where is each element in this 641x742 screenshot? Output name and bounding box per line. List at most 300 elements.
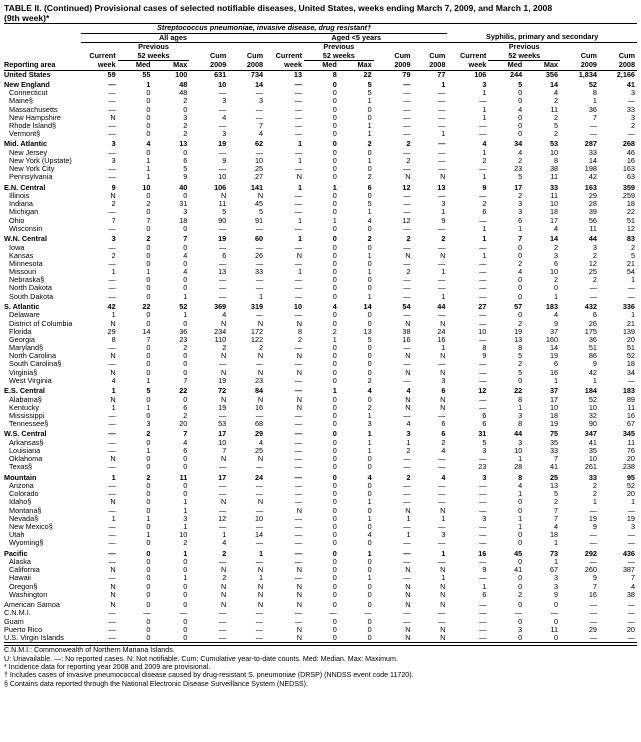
value-cell: 25 [549, 472, 559, 482]
value-cell: N [110, 599, 116, 609]
value-cell: 4 [482, 139, 487, 149]
value-cell: 0 [146, 368, 151, 377]
value-cell: 10 [549, 148, 559, 157]
table-row [4, 558, 637, 566]
value-cell: 2 [146, 234, 151, 243]
reporting-area-cell: New Mexico§ [9, 522, 53, 531]
value-cell: N [220, 395, 227, 404]
value-cell: 63 [626, 173, 635, 182]
value-cell: 3 [518, 625, 523, 634]
value-cell: 5 [554, 490, 559, 499]
reporting-area-cell: Louisiana [9, 446, 41, 455]
value-cell: 0 [332, 200, 337, 209]
value-cell: 1,834 [578, 70, 597, 79]
value-cell: 8 [332, 70, 337, 79]
value-cell: 17 [218, 429, 227, 439]
value-cell: 1 [482, 251, 487, 260]
value-cell: 9 [592, 574, 597, 583]
value-cell: 2 [554, 130, 559, 139]
value-cell: 0 [367, 113, 372, 122]
value-cell: 2 [406, 446, 411, 455]
table-row [4, 396, 637, 404]
value-cell: — [403, 200, 411, 209]
value-cell: 17 [549, 395, 559, 404]
reporting-area-cell: New Jersey [9, 148, 48, 157]
value-cell: 5 [367, 79, 372, 89]
value-cell: 14 [142, 327, 151, 336]
value-cell: 8 [518, 420, 523, 429]
value-cell: 1 [482, 148, 487, 157]
value-cell: N [220, 599, 227, 609]
value-cell: — [403, 311, 411, 320]
value-cell: 0 [146, 224, 151, 233]
value-cell: — [108, 292, 116, 301]
value-cell: 9 [111, 182, 116, 192]
value-cell: 0 [146, 259, 151, 268]
value-cell: 0 [146, 463, 151, 472]
value-cell: — [294, 97, 303, 106]
value-cell: 1 [111, 268, 116, 277]
value-cell: 1 [441, 514, 446, 523]
value-cell: 0 [146, 208, 151, 217]
value-cell: 1 [259, 548, 264, 558]
value-cell: — [438, 455, 446, 464]
value-cell: N [440, 403, 446, 412]
table-row [4, 276, 637, 284]
syphilis-header: Syphilis, primary and secondary [447, 33, 637, 43]
value-cell: — [364, 609, 372, 618]
value-cell: 1 [183, 311, 188, 320]
value-cell: 2 [406, 234, 411, 243]
value-cell: N [257, 455, 264, 464]
reporting-area-cell: Mountain [4, 472, 37, 482]
value-cell: 16 [402, 335, 411, 344]
value-cell: 1 [592, 498, 597, 507]
value-cell: 1 [482, 105, 487, 114]
value-cell: 0 [332, 455, 337, 464]
value-cell: — [403, 455, 411, 464]
value-cell: 3 [183, 208, 188, 217]
table-row [4, 130, 637, 138]
value-cell: 0 [146, 566, 151, 575]
value-cell: — [479, 97, 487, 106]
value-cell: 106 [474, 70, 487, 79]
value-cell: — [294, 113, 303, 122]
current-label-3: Current [460, 51, 487, 60]
value-cell: — [294, 200, 303, 209]
value-cell: 19 [549, 420, 559, 429]
value-cell: 0 [146, 276, 151, 285]
value-cell: 3 [630, 89, 635, 98]
reporting-area-cell: Nebraska§ [9, 276, 45, 285]
table-row [4, 122, 637, 130]
value-cell: 0 [146, 344, 151, 353]
value-cell: 75 [549, 429, 559, 439]
table-row [4, 301, 637, 312]
value-cell: N [220, 590, 227, 599]
value-cell: — [255, 243, 264, 252]
value-cell: 33 [588, 472, 597, 482]
value-cell: 26 [588, 319, 597, 328]
value-cell: 5 [367, 89, 372, 98]
reporting-area-cell: Mississippi [9, 411, 45, 420]
value-cell: 1 [482, 173, 487, 182]
value-cell: 0 [554, 599, 559, 609]
value-cell: — [294, 539, 303, 548]
value-cell: 1 [630, 498, 635, 507]
reporting-area-cell: S. Atlantic [4, 301, 40, 311]
value-cell: 3 [482, 514, 487, 523]
value-cell: 51 [588, 344, 597, 353]
value-cell: N [405, 403, 411, 412]
value-cell: — [438, 276, 446, 285]
value-cell: 1 [482, 582, 487, 591]
value-cell: — [294, 438, 303, 447]
table-row [4, 268, 637, 276]
value-cell: 27 [254, 173, 264, 182]
table-row [4, 566, 637, 574]
value-cell: 9 [482, 566, 487, 575]
footnotes [4, 645, 637, 688]
value-cell: 29 [107, 327, 116, 336]
value-cell: 4 [183, 268, 188, 277]
value-cell: 0 [518, 311, 523, 320]
value-cell: — [479, 455, 487, 464]
value-cell: 4 [259, 130, 264, 139]
value-cell: 0 [518, 498, 523, 507]
value-cell: 183 [545, 301, 559, 311]
value-cell: 6 [367, 182, 372, 192]
value-cell: 22 [514, 386, 523, 395]
value-cell: 35 [549, 438, 559, 447]
value-cell: — [255, 284, 264, 293]
value-cell: 3 [554, 582, 559, 591]
reporting-area-cell: Pennsylvania [9, 173, 53, 182]
value-cell: 106 [214, 182, 227, 192]
data-table [4, 23, 637, 643]
value-cell: 2 [146, 429, 151, 439]
value-cell: 2 [222, 574, 227, 583]
value-cell: 259 [622, 192, 635, 201]
weeks-label-2: 52 weeks [304, 52, 374, 61]
value-cell: 734 [250, 70, 264, 79]
reporting-area-cell: Kansas [9, 251, 34, 260]
value-cell: 1 [146, 403, 151, 412]
value-cell: 4 [406, 386, 411, 395]
value-cell: — [255, 506, 264, 515]
value-cell: 67 [549, 566, 559, 575]
reporting-area-cell: Georgia [9, 335, 35, 344]
value-cell: 52 [626, 352, 635, 361]
value-cell: 0 [183, 455, 188, 464]
value-cell: — [255, 463, 264, 472]
value-cell: — [218, 522, 227, 531]
value-cell: 261 [584, 463, 597, 472]
value-cell: 345 [622, 429, 635, 439]
value-cell: 0 [118, 634, 153, 643]
value-cell: — [589, 130, 597, 139]
value-cell: — [294, 360, 303, 369]
value-cell: — [438, 97, 446, 106]
table-row [4, 320, 637, 328]
value-cell: — [438, 284, 446, 293]
value-cell: — [403, 609, 411, 618]
value-cell: 0 [554, 284, 559, 293]
value-cell: — [255, 482, 264, 490]
table-row [4, 200, 637, 208]
value-cell: 0 [146, 482, 151, 490]
value-cell: 2 [406, 472, 411, 482]
value-cell: — [294, 192, 303, 201]
value-cell: 33 [254, 268, 264, 277]
value-cell: 2 [518, 360, 523, 369]
value-cell: 2 [222, 548, 227, 558]
value-cell: — [108, 446, 116, 455]
reporting-area-cell: North Dakota [9, 284, 52, 293]
value-cell: — [218, 292, 227, 301]
value-cell: 0 [518, 97, 523, 106]
value-cell: — [403, 165, 411, 174]
value-cell: — [294, 455, 303, 464]
value-cell: — [108, 539, 116, 548]
value-cell: 2 [518, 157, 523, 165]
value-cell: 1 [518, 514, 523, 523]
value-cell: 0 [367, 395, 372, 404]
value-cell: — [108, 79, 116, 89]
value-cell: — [479, 558, 487, 566]
value-cell: — [403, 79, 411, 89]
reporting-area-cell: Idaho§ [9, 498, 32, 507]
value-cell: 20 [626, 335, 635, 344]
reporting-area-cell: Arizona [9, 482, 34, 490]
value-cell: — [294, 558, 303, 566]
value-cell: 6 [183, 157, 188, 165]
value-cell: — [189, 634, 228, 643]
reporting-area-cell: W.S. Central [4, 429, 47, 439]
value-cell: — [447, 634, 488, 643]
value-cell: N [220, 319, 227, 328]
value-cell: 0 [332, 574, 337, 583]
value-cell: 198 [584, 165, 597, 174]
value-cell: 3 [111, 157, 116, 165]
value-cell: — [108, 259, 116, 268]
value-cell: — [218, 609, 227, 618]
value-cell: 1 [367, 514, 372, 523]
value-cell: 260 [584, 566, 597, 575]
value-cell: 21 [626, 319, 635, 328]
value-cell: — [627, 609, 635, 618]
value-cell: — [108, 522, 116, 531]
value-cell: 0 [367, 224, 372, 233]
value-cell: 0 [332, 531, 337, 540]
value-cell: 1 [406, 514, 411, 523]
value-cell: 2 [111, 251, 116, 260]
value-cell: — [403, 130, 411, 139]
reporting-area-header: Reporting area [4, 61, 81, 71]
value-cell: 18 [626, 200, 635, 209]
value-cell: N [440, 251, 446, 260]
value-cell: — [438, 165, 446, 174]
value-cell: 9 [592, 360, 597, 369]
value-cell: 122 [250, 335, 264, 344]
table-row [4, 311, 637, 319]
value-cell: 0 [332, 438, 337, 447]
value-cell: 2 [554, 498, 559, 507]
value-cell: — [479, 292, 487, 301]
value-cell: 0 [332, 352, 337, 361]
value-cell: 14 [549, 234, 559, 243]
value-cell: 7 [259, 121, 264, 130]
value-cell: 3 [111, 139, 116, 149]
value-cell: — [627, 284, 635, 293]
footnote-line: † Includes cases of invasive pneumococcal disease caused by drug-resistant S. pneumoniae (DRSP) (NNDSS event code 11720). [4, 671, 414, 680]
value-cell: — [108, 360, 116, 369]
value-cell: 0 [146, 574, 151, 583]
value-cell: 0 [183, 395, 188, 404]
value-cell: 4 [441, 446, 446, 455]
value-cell: 175 [584, 327, 597, 336]
table-row [4, 106, 637, 114]
value-cell: — [108, 531, 116, 540]
value-cell: N [110, 590, 116, 599]
value-cell: 10 [549, 403, 559, 412]
value-cell: — [218, 89, 227, 98]
table-title: TABLE II. (Continued) Provisional cases of selected notifiable diseases, United States, weeks ending March 7, 2009, and March 1, 2008 [4, 3, 553, 13]
value-cell: 1 [146, 531, 151, 540]
value-cell: — [438, 139, 446, 149]
value-cell: 0 [332, 548, 337, 558]
value-cell: 1 [367, 97, 372, 106]
value-cell: 0 [367, 590, 372, 599]
prev-label-3: Previous [508, 42, 540, 51]
value-cell: 0 [518, 284, 523, 293]
reporting-area-cell: C.N.M.I. [4, 609, 31, 618]
value-cell: 0 [183, 368, 188, 377]
value-cell: — [479, 482, 487, 490]
value-cell: — [108, 574, 116, 583]
value-cell: 0 [146, 319, 151, 328]
value-cell: 9 [183, 173, 188, 182]
value-cell: 2 [183, 411, 188, 420]
value-cell: — [294, 276, 303, 285]
value-cell: — [143, 609, 151, 618]
value-cell: 45 [514, 548, 523, 558]
table-row [4, 472, 637, 483]
value-cell: — [108, 609, 116, 618]
value-cell: 0 [367, 617, 372, 626]
value-cell: — [255, 89, 264, 98]
value-cell: 22 [363, 70, 372, 79]
value-cell: 0 [367, 522, 372, 531]
table-row [4, 328, 637, 336]
value-cell: 51 [626, 344, 635, 353]
value-cell: — [589, 539, 597, 548]
value-cell: — [403, 97, 411, 106]
value-cell: 234 [214, 327, 227, 336]
cum-label-1b: Cum [246, 51, 264, 60]
value-cell: 0 [332, 420, 337, 429]
value-cell: 3 [367, 420, 372, 429]
value-cell: 72 [218, 386, 227, 395]
table-row [4, 89, 637, 97]
reporting-area-cell: Maine§ [9, 97, 33, 106]
reporting-area-cell: Alaska [9, 558, 31, 566]
value-cell: — [627, 97, 635, 106]
value-cell: 0 [518, 276, 523, 285]
value-cell: 0 [332, 599, 337, 609]
value-cell: — [218, 165, 227, 174]
value-cell: — [294, 498, 303, 507]
value-cell: 14 [588, 157, 597, 165]
value-cell: 6 [482, 420, 487, 429]
value-cell: 0 [367, 625, 372, 634]
value-cell: 8 [592, 89, 597, 98]
value-cell: — [479, 574, 487, 583]
cum-label-2b: Cum [429, 51, 446, 60]
table-row [4, 344, 637, 352]
value-cell: 29 [588, 625, 597, 634]
value-cell: 1 [111, 472, 116, 482]
value-cell: 7 [146, 335, 151, 344]
value-cell: — [589, 558, 597, 566]
value-cell: 3 [183, 514, 188, 523]
value-cell: N [440, 566, 446, 575]
table-row [4, 498, 637, 506]
value-cell: 9 [554, 590, 559, 599]
reporting-area-cell: Rhode Island§ [9, 121, 57, 130]
value-cell: 0 [183, 360, 188, 369]
value-cell: 4 [332, 301, 337, 311]
value-cell: 244 [510, 70, 523, 79]
value-cell: 0 [332, 376, 337, 385]
value-cell: 26 [254, 251, 264, 260]
value-cell: — [294, 121, 303, 130]
value-cell: 3 [441, 531, 446, 540]
table-row [4, 157, 637, 165]
value-cell: 0 [183, 224, 188, 233]
value-cell: 0 [367, 319, 372, 328]
value-cell: 13 [293, 70, 303, 79]
value-cell: 77 [437, 70, 446, 79]
value-cell: 7 [111, 216, 116, 225]
reporting-area-cell: Virginia§ [9, 368, 38, 377]
value-cell: N [296, 625, 303, 634]
value-cell: 16 [254, 403, 264, 412]
value-cell: — [255, 625, 264, 634]
value-cell: 1 [367, 292, 372, 301]
value-cell: — [108, 243, 116, 252]
value-cell: 0 [332, 97, 337, 106]
value-cell: 1 [297, 268, 303, 277]
value-cell: 0 [367, 582, 372, 591]
max-label-2: Max [339, 61, 374, 71]
value-cell: 19 [218, 234, 227, 243]
reporting-area-cell: Utah [9, 531, 25, 540]
value-cell: 0 [183, 617, 188, 626]
value-cell: 0 [332, 566, 337, 575]
value-cell: 3 [441, 376, 446, 385]
value-cell: — [108, 463, 116, 472]
value-cell: 1 [111, 403, 116, 412]
value-cell: 4 [111, 376, 116, 385]
value-cell: — [108, 558, 116, 566]
value-cell: N [257, 590, 264, 599]
table-row [4, 138, 637, 149]
table-row [4, 515, 637, 523]
value-cell: N [440, 173, 446, 182]
table-row [4, 539, 637, 547]
reporting-area-cell: American Samoa [4, 599, 60, 609]
